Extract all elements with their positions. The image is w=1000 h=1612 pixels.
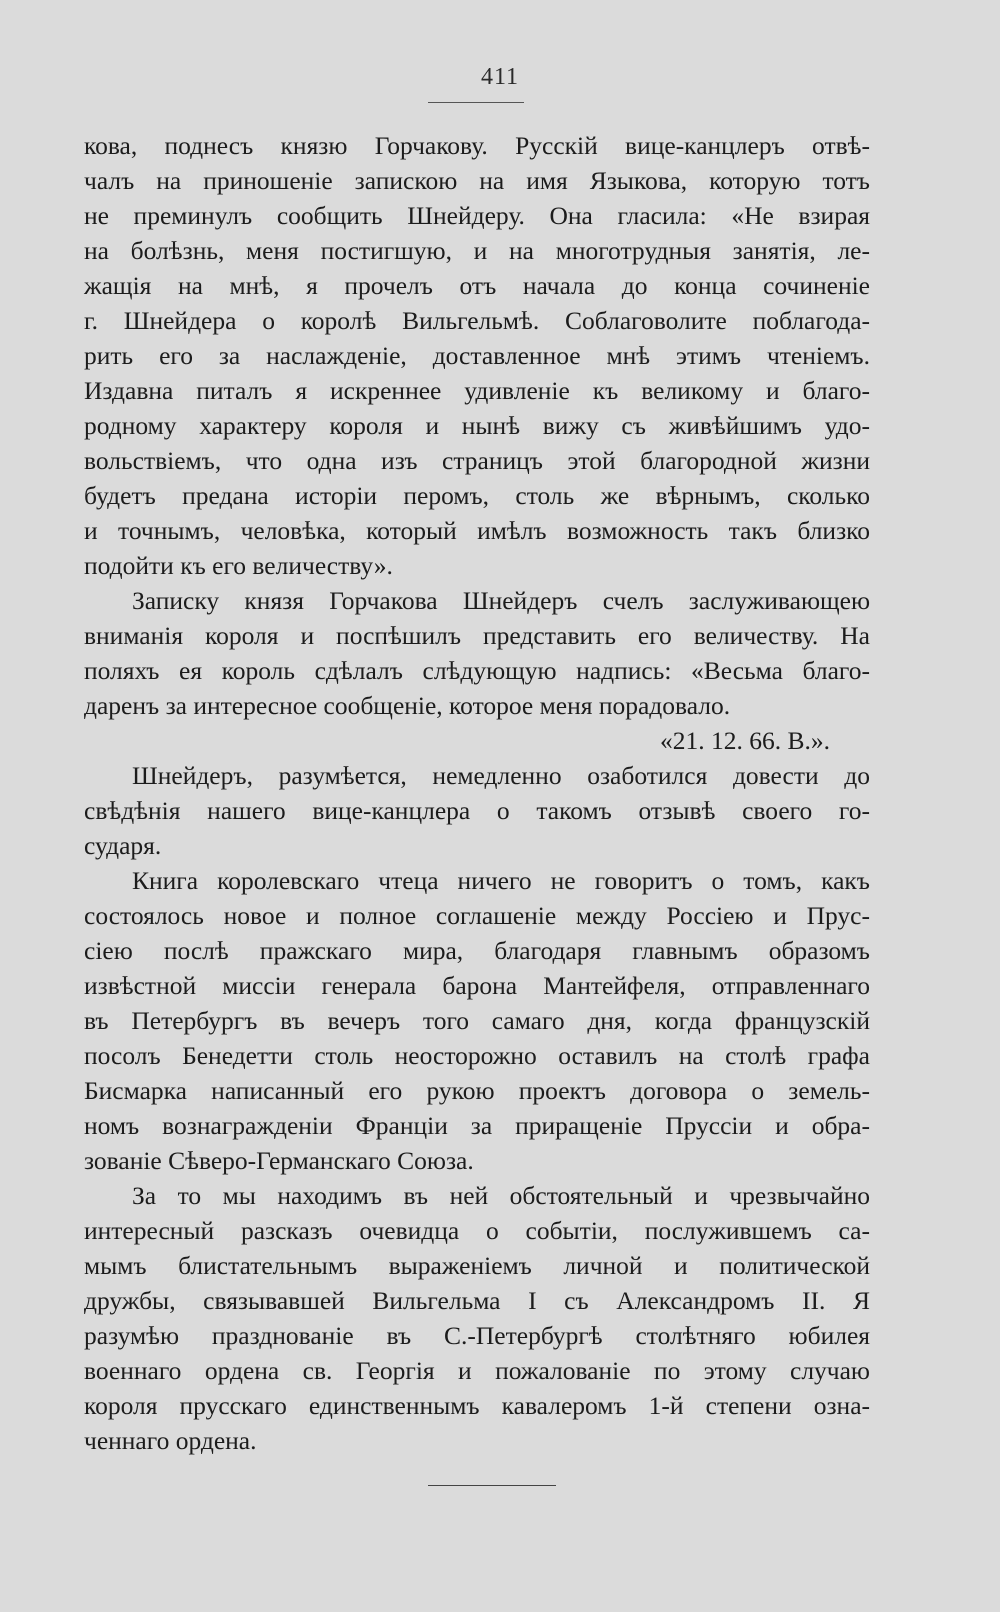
text-line: сударя. xyxy=(84,831,162,860)
footer-rule xyxy=(428,1485,556,1486)
text-line: рить его за наслажденіе, доставленное мнѣ этимъ чтеніемъ. xyxy=(84,341,870,370)
text-line: даренъ за интересное сообщеніе, которое меня порадовало. xyxy=(84,691,731,720)
text-line: Шнейдеръ, разумѣется, немедленно озаботился довести до xyxy=(132,761,870,790)
text-line: Книга королевскаго чтеца ничего не говоритъ о томъ, какъ xyxy=(132,866,870,895)
text-line: Записку князя Горчакова Шнейдеръ счелъ заслуживающею xyxy=(132,586,870,615)
paragraph-5 xyxy=(84,1178,870,1458)
text-line: подойти къ его величеству». xyxy=(84,551,393,580)
text-line: разумѣю празднованіе въ С.-Петербургѣ столѣтняго юбилея xyxy=(84,1321,870,1350)
text-line: дружбы, связывавшей Вильгельма I съ Александромъ II. Я xyxy=(84,1286,870,1315)
text-line: чалъ на приношеніе запискою на имя Языкова, которую тотъ xyxy=(84,166,870,195)
text-line: состоялось новое и полное соглашеніе между Россіею и Прус- xyxy=(84,901,870,930)
paragraph-4 xyxy=(84,863,870,1178)
text-line: номъ вознагражденіи Франціи за приращеніе Пруссіи и обра- xyxy=(84,1111,870,1140)
paragraph-3 xyxy=(84,758,870,863)
text-line: короля прусскаго единственнымъ кавалеромъ 1-й степени озна- xyxy=(84,1391,870,1420)
text-line: военнаго ордена св. Георгія и пожалованіе по этому случаю xyxy=(84,1356,870,1385)
text-line: на болѣзнь, меня постигшую, и на многотрудныя занятія, ле- xyxy=(84,236,870,265)
text-line: г. Шнейдера о королѣ Вильгельмѣ. Соблаговолите поблагода- xyxy=(84,306,870,335)
text-line: сіею послѣ пражскаго мира, благодаря главнымъ образомъ xyxy=(84,936,870,965)
header-rule xyxy=(428,102,524,103)
text-line: будетъ предана исторіи перомъ, столь же вѣрнымъ, сколько xyxy=(84,481,870,510)
text-line: извѣстной миссіи генерала барона Мантейфеля, отправленнаго xyxy=(84,971,870,1000)
text-line: кова, поднесъ князю Горчакову. Русскій вице-канцлеръ отвѣ- xyxy=(84,131,870,160)
text-line: въ Петербургъ въ вечеръ того самаго дня, когда французскій xyxy=(84,1006,870,1035)
text-line: вниманія короля и поспѣшилъ представить его величеству. На xyxy=(84,621,870,650)
text-line: посолъ Бенедетти столь неосторожно оставилъ на столѣ графа xyxy=(84,1041,870,1070)
text-line: Издавна питалъ я искреннее удивленіе къ великому и благо- xyxy=(84,376,870,405)
text-line: поляхъ ея король сдѣлалъ слѣдующую надпись: «Весьма благо- xyxy=(84,656,870,685)
text-line: родному характеру короля и нынѣ вижу съ живѣйшимъ удо- xyxy=(84,411,870,440)
text-line: свѣдѣнія нашего вице-канцлера о такомъ отзывѣ своего го- xyxy=(84,796,870,825)
text-line: Бисмарка написанный его рукою проектъ договора о земель- xyxy=(84,1076,870,1105)
text-line: зованіе Сѣверо-Германскаго Союза. xyxy=(84,1146,474,1175)
text-line: ченнаго ордена. xyxy=(84,1426,257,1455)
text-line: За то мы находимъ въ ней обстоятельный и чрезвычайно xyxy=(132,1181,870,1210)
page-number: 411 xyxy=(480,64,520,90)
text-line: не преминулъ сообщить Шнейдеру. Она гласила: «Не взирая xyxy=(84,201,870,230)
paragraph-2 xyxy=(84,583,870,758)
body-text xyxy=(84,128,870,1458)
text-line: жащія на мнѣ, я прочелъ отъ начала до конца сочиненіе xyxy=(84,271,870,300)
text-line: мымъ блистательнымъ выраженіемъ личной и политической xyxy=(84,1251,870,1280)
text-line: вольствіемъ, что одна изъ страницъ этой благородной жизни xyxy=(84,446,870,475)
text-line: интересный разсказъ очевидца о событіи, послужившемъ са- xyxy=(84,1216,870,1245)
text-line: и точнымъ, человѣка, который имѣлъ возможность такъ близко xyxy=(84,516,870,545)
signature-line: «21. 12. 66. В.». xyxy=(659,726,830,755)
paragraph-1 xyxy=(84,128,870,583)
